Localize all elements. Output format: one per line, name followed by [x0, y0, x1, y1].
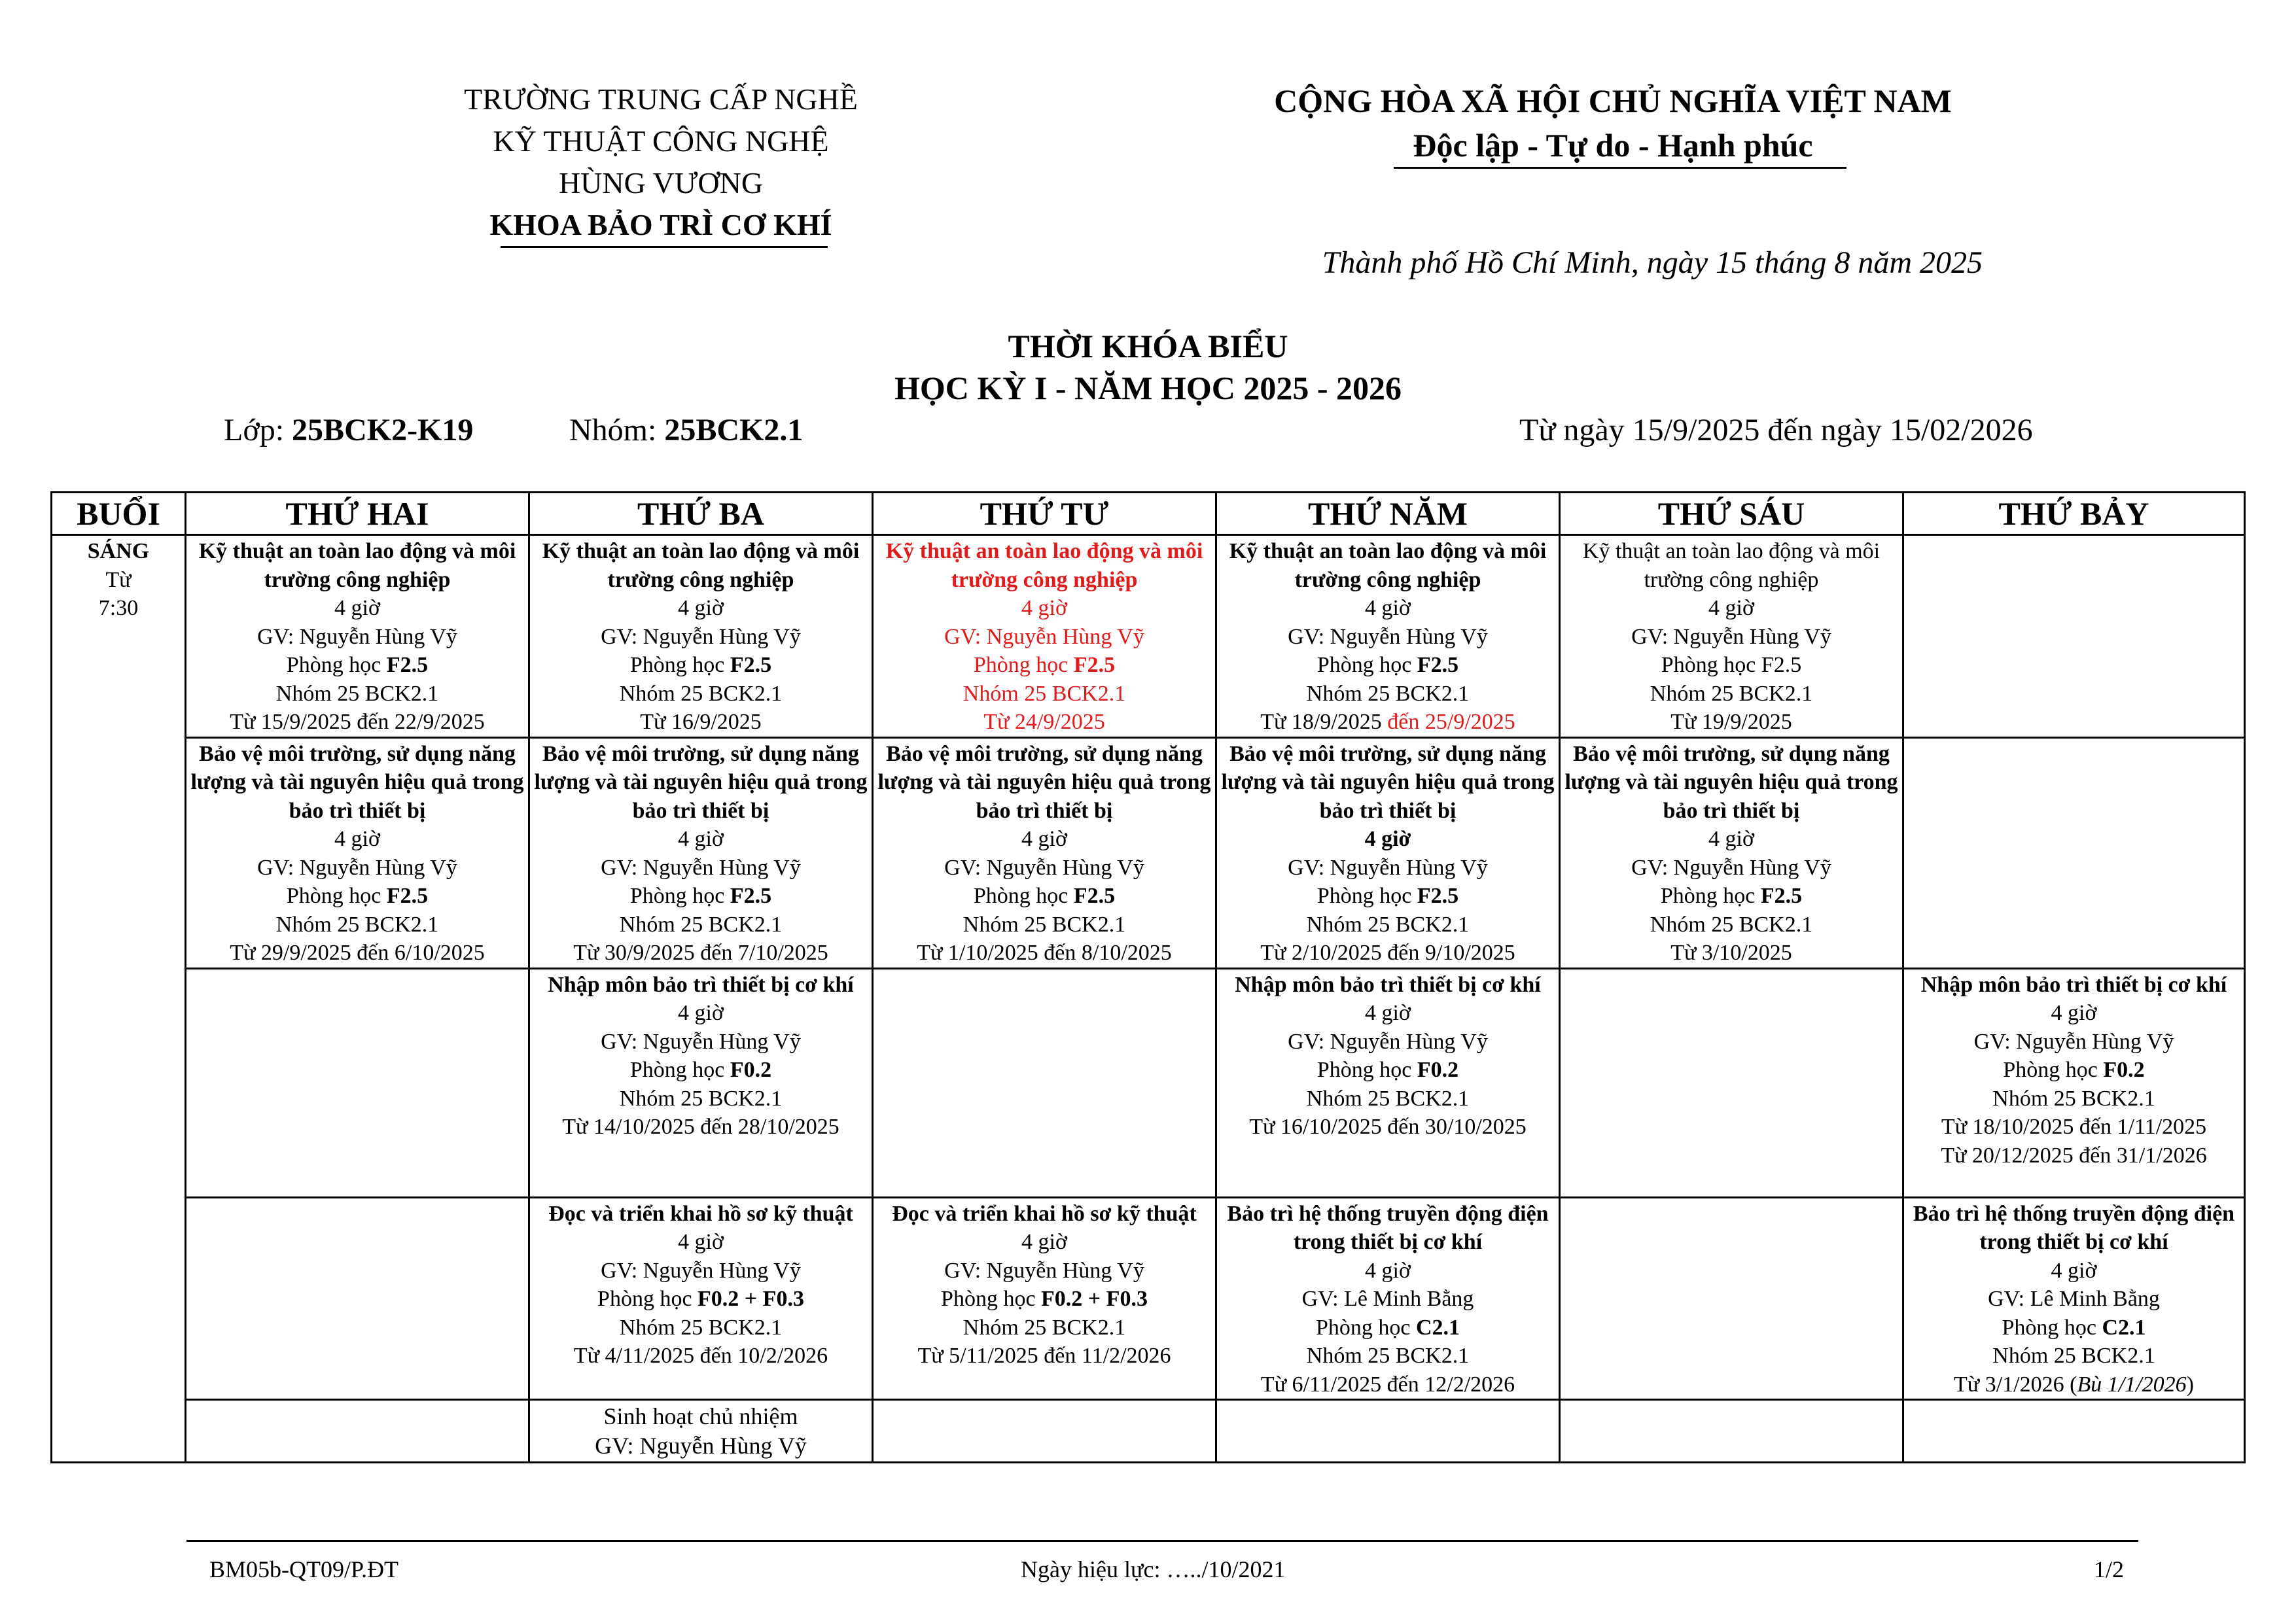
group: Nhóm 25 BCK2.1 [1306, 912, 1470, 937]
homeroom-cell [529, 1400, 873, 1463]
group: Nhóm 25 BCK2.1 [1650, 681, 1813, 706]
subject: Kỹ thuật an toàn lao động và môi trường công nghiệp [885, 539, 1203, 592]
hours: 4 giờ [1364, 827, 1411, 851]
class-cell [529, 737, 873, 968]
school-header [366, 79, 955, 246]
header-row [52, 493, 2245, 535]
empty-cell [873, 1400, 1216, 1463]
empty-cell [186, 1400, 529, 1463]
room: Phòng học F0.2 [629, 1058, 772, 1082]
subject: Bảo trì hệ thống truyền động điện trong thiết bị cơ khí [1227, 1201, 1549, 1254]
group: Nhóm 25 BCK2.1 [1650, 912, 1813, 937]
dates: Từ 16/9/2025 [640, 710, 762, 734]
empty-cell [1903, 1400, 2245, 1463]
hours: 4 giờ [1021, 1230, 1067, 1254]
teacher: GV: Nguyễn Hùng Vỹ [257, 855, 457, 880]
class-cell-highlighted [873, 535, 1216, 738]
dates: Từ 30/9/2025 đến 7/10/2025 [573, 941, 828, 965]
hours: 4 giờ [1021, 827, 1067, 851]
room: Phòng học F2.5 [1316, 884, 1459, 908]
subject: Bảo vệ môi trường, sử dụng năng lượng và tài nguyên hiệu quả trong bảo trì thiết bị [190, 741, 524, 823]
group: Nhóm 25 BCK2.1 [1306, 1086, 1470, 1111]
teacher: GV: Nguyễn Hùng Vỹ [601, 1029, 801, 1054]
subject: Đọc và triển khai hồ sơ kỹ thuật [892, 1201, 1197, 1226]
room: Phòng học F2.5 [629, 884, 772, 908]
hours: 4 giờ [678, 596, 724, 620]
class-cell [873, 1197, 1216, 1400]
subject: Đọc và triển khai hồ sơ kỹ thuật [548, 1201, 853, 1226]
subject: Bảo trì hệ thống truyền động điện trong thiết bị cơ khí [1913, 1201, 2235, 1254]
group: Nhóm 25 BCK2.1 [275, 912, 439, 937]
room: Phòng học F2.5 [286, 884, 429, 908]
timetable [50, 491, 2246, 1463]
class-cell [1216, 968, 1560, 1197]
room: Phòng học F2.5 [1316, 653, 1459, 677]
hours: 4 giờ [334, 596, 380, 620]
room: Phòng học F2.5 [1661, 653, 1802, 677]
subject: Kỹ thuật an toàn lao động và môi trường công nghiệp [1582, 539, 1881, 592]
hours: 4 giờ [2051, 1258, 2097, 1283]
class-cell [1216, 1197, 1560, 1400]
hours: 4 giờ [678, 1230, 724, 1254]
teacher: GV: Nguyễn Hùng Vỹ [944, 855, 1144, 880]
dates: Từ 19/9/2025 [1670, 710, 1792, 734]
hours: 4 giờ [1708, 596, 1754, 620]
teacher: GV: Nguyễn Hùng Vỹ [1631, 624, 1831, 649]
class-cell [1560, 535, 1903, 738]
session-name: SÁNG [87, 539, 150, 563]
teacher: GV: Nguyễn Hùng Vỹ [601, 1258, 801, 1283]
empty-cell [873, 968, 1216, 1197]
dates: Từ 18/10/2025 đến 1/11/2025 [1941, 1115, 2207, 1139]
empty-cell [1560, 968, 1903, 1197]
table-row [52, 968, 2245, 1197]
group: Nhóm 25 BCK2.1 [963, 1315, 1126, 1340]
header-monday: THỨ HAI [186, 493, 529, 535]
room: Phòng học F2.5 [1660, 884, 1803, 908]
subject: Bảo vệ môi trường, sử dụng năng lượng và tài nguyên hiệu quả trong bảo trì thiết bị [534, 741, 868, 823]
motto-underline [1394, 167, 1846, 169]
header-wednesday: THỨ TƯ [873, 493, 1216, 535]
subject: Nhập môn bảo trì thiết bị cơ khí [1235, 972, 1541, 997]
hours: 4 giờ [1365, 596, 1411, 620]
class-label: Lớp: 25BCK2-K19 [224, 413, 474, 447]
hours: 4 giờ [678, 1001, 724, 1025]
form-code: BM05b-QT09/P.ĐT [209, 1556, 399, 1582]
subject: Kỹ thuật an toàn lao động và môi trường công nghiệp [1229, 539, 1547, 592]
dates: Từ 5/11/2025 đến 11/2/2026 [917, 1344, 1171, 1368]
teacher: GV: Nguyễn Hùng Vỹ [257, 624, 457, 649]
dates: Từ 6/11/2025 đến 12/2/2026 [1260, 1372, 1515, 1397]
date-range: Từ ngày 15/9/2025 đến ngày 15/02/2026 [1519, 413, 2033, 447]
teacher: GV: Lê Minh Bằng [1301, 1287, 1474, 1311]
school-line-2: KỸ THUẬT CÔNG NGHỆ [493, 124, 829, 158]
class-cell [1903, 968, 2245, 1197]
session-from: Từ [105, 567, 132, 592]
group: Nhóm 25 BCK2.1 [963, 912, 1126, 937]
session-cell [52, 535, 186, 1463]
empty-cell [1903, 737, 2245, 968]
class-cell [1216, 535, 1560, 738]
group: Nhóm 25 BCK2.1 [619, 1086, 783, 1111]
dates: Từ 20/12/2025 đến 31/1/2026 [1941, 1143, 2207, 1168]
room: Phòng học F0.2 [2003, 1058, 2145, 1082]
header-tuesday: THỨ BA [529, 493, 873, 535]
room: Phòng học F0.2 + F0.3 [941, 1287, 1148, 1311]
dates: Từ 18/9/2025 đến 25/9/2025 [1260, 710, 1515, 734]
national-header [1171, 79, 2055, 167]
hours: 4 giờ [334, 827, 380, 851]
group: Nhóm 25 BCK2.1 [619, 1315, 783, 1340]
room: Phòng học F0.2 [1316, 1058, 1459, 1082]
room: Phòng học C2.1 [2002, 1315, 2146, 1340]
teacher: GV: Nguyễn Hùng Vỹ [1288, 855, 1488, 880]
national-title: CỘNG HÒA XÃ HỘI CHỦ NGHĨA VIỆT NAM [1274, 82, 1952, 119]
header-thursday: THỨ NĂM [1216, 493, 1560, 535]
group: Nhóm 25 BCK2.1 [1306, 681, 1470, 706]
subject: Kỹ thuật an toàn lao động và môi trường công nghiệp [542, 539, 860, 592]
group: Nhóm 25 BCK2.1 [619, 681, 783, 706]
hours: 4 giờ [1365, 1258, 1411, 1283]
room: Phòng học F2.5 [286, 653, 429, 677]
national-motto: Độc lập - Tự do - Hạnh phúc [1413, 127, 1813, 164]
dates: Từ 4/11/2025 đến 10/2/2026 [573, 1344, 828, 1368]
class-cell [1560, 737, 1903, 968]
teacher: GV: Nguyễn Hùng Vỹ [1288, 624, 1488, 649]
subject: Nhập môn bảo trì thiết bị cơ khí [1920, 972, 2227, 997]
header-saturday: THỨ BẢY [1903, 493, 2245, 535]
teacher: GV: Nguyễn Hùng Vỹ [601, 624, 801, 649]
faculty-underline [501, 246, 828, 248]
dates: Từ 14/10/2025 đến 28/10/2025 [562, 1115, 839, 1139]
empty-cell [1560, 1197, 1903, 1400]
dates: Từ 29/9/2025 đến 6/10/2025 [230, 941, 485, 965]
class-cell [186, 737, 529, 968]
semester-title: HỌC KỲ I - NĂM HỌC 2025 - 2026 [894, 370, 1402, 406]
empty-cell [1216, 1400, 1560, 1463]
class-cell [1903, 1197, 2245, 1400]
dates: Từ 3/10/2025 [1670, 941, 1792, 965]
table-row [52, 1400, 2245, 1463]
dates: Từ 16/10/2025 đến 30/10/2025 [1249, 1115, 1527, 1139]
table-row [52, 737, 2245, 968]
empty-cell [1903, 535, 2245, 738]
group: Nhóm 25 BCK2.1 [1992, 1086, 2155, 1111]
hours: 4 giờ [2051, 1001, 2097, 1025]
dates: Từ 3/1/2026 (Bù 1/1/2026) [1954, 1372, 2194, 1397]
class-cell [1216, 737, 1560, 968]
subject: Bảo vệ môi trường, sử dụng năng lượng và tài nguyên hiệu quả trong bảo trì thiết bị [877, 741, 1211, 823]
room: Phòng học F2.5 [973, 884, 1116, 908]
hours: 4 giờ [1021, 596, 1067, 620]
teacher: GV: Nguyễn Hùng Vỹ [1288, 1029, 1488, 1054]
effective-date: Ngày hiệu lực: …../10/2021 [1021, 1556, 1286, 1582]
faculty-name: KHOA BẢO TRÌ CƠ KHÍ [489, 208, 832, 241]
teacher: GV: Nguyễn Hùng Vỹ [1631, 855, 1831, 880]
class-cell [529, 968, 873, 1197]
dates: Từ 24/9/2025 [983, 710, 1105, 734]
class-cell [529, 535, 873, 738]
dates: Từ 15/9/2025 đến 22/9/2025 [230, 710, 485, 734]
room: Phòng học F2.5 [973, 653, 1116, 677]
subject: Kỹ thuật an toàn lao động và môi trường công nghiệp [198, 539, 516, 592]
dates: Từ 2/10/2025 đến 9/10/2025 [1260, 941, 1515, 965]
homeroom-activity: Sinh hoạt chủ nhiệm [603, 1403, 798, 1429]
room: Phòng học C2.1 [1315, 1315, 1460, 1340]
header-buoi: BUỔI [52, 493, 186, 535]
group: Nhóm 25 BCK2.1 [963, 681, 1126, 706]
class-code: 25BCK2-K19 [292, 413, 474, 447]
dates: Từ 1/10/2025 đến 8/10/2025 [917, 941, 1172, 965]
room: Phòng học F0.2 + F0.3 [597, 1287, 804, 1311]
table-row [52, 1197, 2245, 1400]
page-number: 1/2 [2094, 1556, 2125, 1582]
room: Phòng học F2.5 [629, 653, 772, 677]
class-cell [186, 535, 529, 738]
teacher: GV: Nguyễn Hùng Vỹ [944, 624, 1144, 649]
teacher: GV: Nguyễn Hùng Vỹ [944, 1258, 1144, 1283]
subject: Bảo vệ môi trường, sử dụng năng lượng và tài nguyên hiệu quả trong bảo trì thiết bị [1221, 741, 1555, 823]
class-cell [873, 737, 1216, 968]
hours: 4 giờ [678, 827, 724, 851]
group-label: Nhóm: 25BCK2.1 [569, 413, 804, 447]
subject: Nhập môn bảo trì thiết bị cơ khí [548, 972, 854, 997]
class-cell [529, 1197, 873, 1400]
footer-rule [186, 1540, 2138, 1542]
document-date: Thành phố Hồ Chí Minh, ngày 15 tháng 8 năm 2025 [1322, 245, 1983, 280]
teacher: GV: Lê Minh Bằng [1988, 1287, 2160, 1311]
teacher: GV: Nguyễn Hùng Vỹ [1973, 1029, 2174, 1054]
group: Nhóm 25 BCK2.1 [1306, 1344, 1470, 1368]
table-row [52, 535, 2245, 738]
group-code: 25BCK2.1 [664, 413, 804, 447]
empty-cell [186, 968, 529, 1197]
empty-cell [186, 1197, 529, 1400]
hours: 4 giờ [1365, 1001, 1411, 1025]
hours: 4 giờ [1708, 827, 1754, 851]
group: Nhóm 25 BCK2.1 [619, 912, 783, 937]
school-line-3: HÙNG VƯƠNG [558, 166, 764, 200]
group: Nhóm 25 BCK2.1 [1992, 1344, 2155, 1368]
empty-cell [1560, 1400, 1903, 1463]
header-friday: THỨ SÁU [1560, 493, 1903, 535]
school-line-1: TRƯỜNG TRUNG CẤP NGHỀ [464, 82, 858, 116]
schedule-title: THỜI KHÓA BIỂU [1008, 328, 1288, 364]
teacher: GV: Nguyễn Hùng Vỹ [595, 1433, 807, 1459]
group: Nhóm 25 BCK2.1 [275, 681, 439, 706]
teacher: GV: Nguyễn Hùng Vỹ [601, 855, 801, 880]
subject: Bảo vệ môi trường, sử dụng năng lượng và tài nguyên hiệu quả trong bảo trì thiết bị [1564, 741, 1898, 823]
session-time: 7:30 [98, 596, 139, 620]
